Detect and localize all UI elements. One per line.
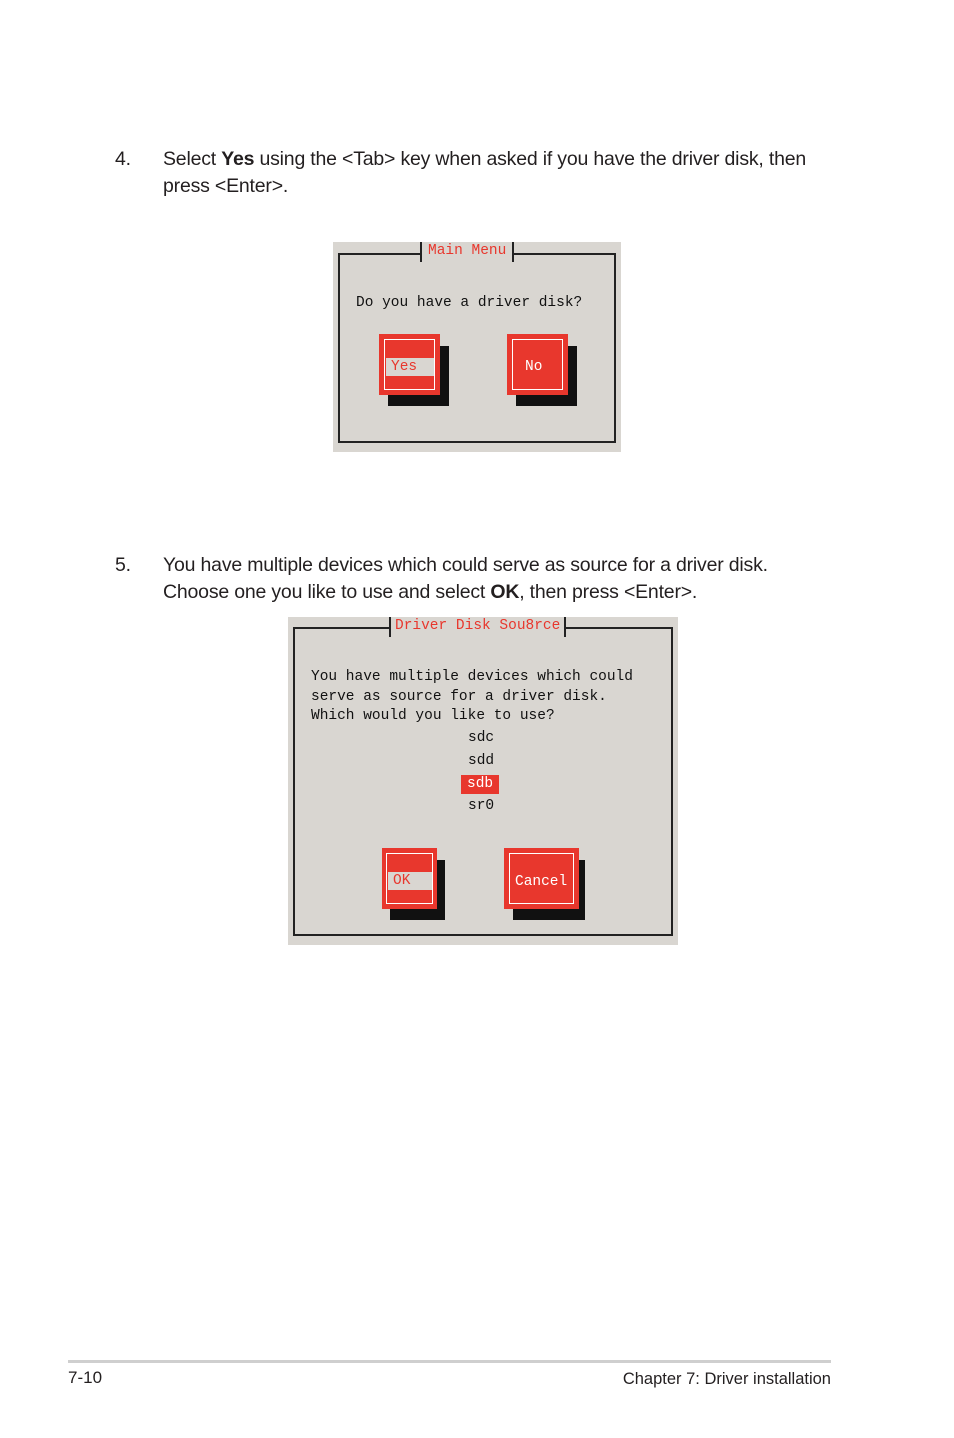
step-text-line1: Select Yes using the <Tab> key when asked if you have the driver disk, then: [163, 148, 807, 170]
footer-divider: [68, 1360, 831, 1363]
no-button-label: No: [525, 359, 543, 375]
page-number: 7-10: [68, 1368, 103, 1387]
device-option[interactable]: sdc: [468, 730, 495, 746]
dialog-message: Do you have a driver disk?: [356, 295, 583, 311]
device-option[interactable]: sdd: [468, 753, 495, 769]
yes-button-label: Yes: [386, 358, 434, 376]
dialog-title: Driver Disk Sou8rce: [389, 617, 566, 637]
step-text-line1: You have multiple devices which could serve as source for a driver disk.: [163, 554, 768, 576]
bold-ok: OK: [490, 580, 520, 603]
ok-button-label: OK: [388, 872, 432, 890]
cancel-button-label: Cancel: [515, 874, 568, 890]
step-number: 5.: [115, 554, 131, 576]
step-number: 4.: [115, 148, 131, 170]
step-text-line2: Choose one you like to use and select OK, then press <Enter>.: [163, 580, 698, 603]
dialog-message: You have multiple devices which could serve as source for a driver disk. Which would you like to use?: [311, 669, 633, 724]
step-text-line2: press <Enter>.: [163, 174, 289, 197]
device-option[interactable]: sr0: [468, 798, 495, 814]
device-option-selected[interactable]: sdb: [461, 775, 499, 794]
main-menu-dialog: [333, 242, 621, 452]
chapter-title: Chapter 7: Driver installation: [622, 1370, 831, 1388]
dialog-title: Main Menu: [420, 242, 514, 262]
bold-yes: Yes: [221, 148, 255, 170]
driver-disk-source-dialog: [288, 617, 678, 945]
